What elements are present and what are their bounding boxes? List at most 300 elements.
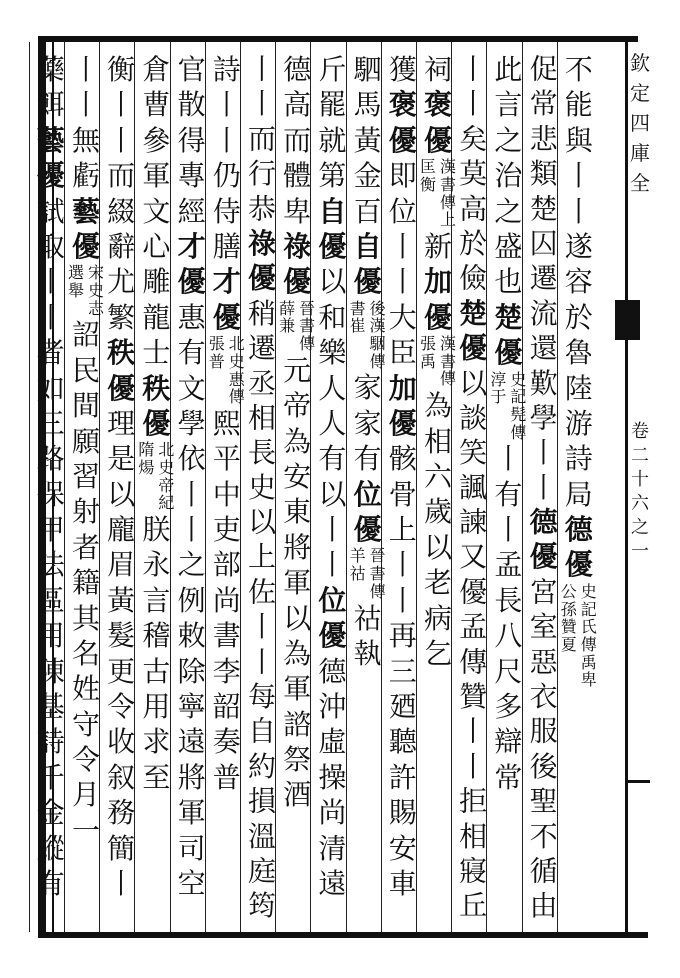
text-char: 人 xyxy=(318,406,347,440)
text-char: 甲 xyxy=(36,513,65,547)
text-char: 永 xyxy=(142,548,171,582)
annotation-column xyxy=(227,335,247,370)
headword-char: 優 xyxy=(283,265,312,299)
text-char: 部 xyxy=(212,548,241,582)
text-char: 丨 xyxy=(494,513,523,547)
text-char: 繁 xyxy=(107,300,136,334)
annotation-char: 淳 xyxy=(490,369,507,389)
text-char: 龍 xyxy=(142,300,171,334)
headword-char: 優 xyxy=(459,331,488,365)
text-char: 遂 xyxy=(564,229,593,263)
annotation-char: 史 xyxy=(228,351,245,371)
text-char: 與 xyxy=(564,123,593,157)
text-char: 如 xyxy=(36,371,65,405)
annotation-char: 紀 xyxy=(158,493,175,513)
text-char: 士 xyxy=(142,336,171,370)
annotation-column xyxy=(508,406,528,441)
text-char: 長 xyxy=(494,583,523,617)
annotation-char: 記 xyxy=(580,599,597,619)
annotation-char: 後 xyxy=(369,298,386,318)
annotation-pair xyxy=(207,335,247,370)
text-char: 丨 xyxy=(247,645,276,679)
text-char: 餌 xyxy=(36,88,65,122)
headword-char: 祿 xyxy=(283,229,312,263)
text-char: 金 xyxy=(353,159,382,193)
annotation-char: 帝 xyxy=(158,475,175,495)
text-char: 拒 xyxy=(459,785,488,818)
text-char: 優 xyxy=(459,575,488,609)
annotation-char: 志 xyxy=(87,298,104,318)
annotation-column xyxy=(368,583,388,601)
annotation-char: 張 xyxy=(419,334,436,354)
text-char: 丨 xyxy=(318,548,347,582)
annotation-char: 傳 xyxy=(369,581,386,601)
text-char: 朕 xyxy=(142,513,171,547)
text-char: 廼 xyxy=(388,690,417,724)
annotation-char: 漢 xyxy=(439,157,456,177)
text-char: 丨 xyxy=(388,265,417,299)
text-char: 辯 xyxy=(494,725,523,759)
text-char: 清 xyxy=(318,831,347,865)
annotation-column xyxy=(297,335,317,353)
headword-char: 秩 xyxy=(142,371,171,405)
text-char: 陸 xyxy=(564,371,593,405)
margin-title xyxy=(628,48,652,198)
text-char: 談 xyxy=(459,401,488,435)
text-char: 獲 xyxy=(388,53,417,86)
annotation-pair xyxy=(348,583,388,601)
text-char: 守 xyxy=(71,707,100,741)
text-column xyxy=(101,52,141,901)
text-column xyxy=(559,52,599,689)
text-char: 韶 xyxy=(212,690,241,723)
text-char: 陳 xyxy=(36,654,65,688)
annotation-char: 書 xyxy=(349,298,366,318)
text-char: 李 xyxy=(212,654,241,688)
headword-char: 優 xyxy=(353,265,382,299)
annotation-pair xyxy=(488,406,528,441)
text-char: 病 xyxy=(423,601,452,635)
headword-char: 位 xyxy=(318,583,347,617)
text-char: 聽 xyxy=(388,725,417,759)
text-char: 骸 xyxy=(388,442,417,476)
text-char: 祜 xyxy=(353,601,382,635)
text-char: 軍 xyxy=(283,566,312,600)
text-char: 丨 xyxy=(177,477,206,511)
text-char: 孟 xyxy=(494,548,523,582)
text-char: 歎 xyxy=(529,366,558,400)
text-char: 沖 xyxy=(318,690,347,724)
text-char: 髮 xyxy=(107,619,136,653)
text-char: 孟 xyxy=(459,610,488,644)
headword-char: 德 xyxy=(564,513,593,547)
text-char: 大 xyxy=(388,300,417,334)
headword-char: 位 xyxy=(353,477,382,511)
text-char: 骨 xyxy=(388,477,417,511)
text-char: 丨 xyxy=(494,442,523,476)
text-char: 而 xyxy=(247,122,276,156)
text-char: 言 xyxy=(494,88,523,122)
annotation-char: 晉 xyxy=(299,298,316,318)
annotation-char: 張 xyxy=(208,334,225,354)
text-char: 間 xyxy=(71,389,100,423)
text-char: 司 xyxy=(177,831,206,865)
text-char: 以 xyxy=(318,477,347,511)
text-char: 多 xyxy=(494,690,523,723)
text-char: 每 xyxy=(247,680,276,713)
text-column xyxy=(136,52,176,795)
annotation-column xyxy=(156,441,176,476)
headword-char: 優 xyxy=(212,300,241,334)
text-char: 以 xyxy=(107,477,136,511)
text-char: 得 xyxy=(177,123,206,157)
text-char: 能 xyxy=(564,88,593,122)
text-column xyxy=(207,52,247,795)
headword-char: 褒 xyxy=(388,88,417,122)
text-column xyxy=(66,52,106,848)
annotation-pair xyxy=(418,158,458,193)
text-char: 斤 xyxy=(318,53,347,86)
margin-volume-label xyxy=(628,420,652,564)
text-char: 相 xyxy=(247,401,276,435)
headword-char: 自 xyxy=(353,229,382,263)
headword-char: 藝 xyxy=(36,123,65,157)
annotation-column xyxy=(227,371,247,406)
text-char: 丨 xyxy=(388,229,417,263)
annotation-char: 書 xyxy=(439,351,456,371)
text-char: 詩 xyxy=(36,725,65,759)
annotation-pair xyxy=(418,370,458,388)
text-char: 卑 xyxy=(283,194,312,228)
annotation-char: 惠 xyxy=(228,369,245,389)
text-char: 書 xyxy=(212,619,241,653)
text-char: 區 xyxy=(36,583,65,617)
text-char: 賜 xyxy=(388,796,417,830)
text-char: 之 xyxy=(494,194,523,228)
text-char: 矣 xyxy=(459,122,488,156)
text-char: 上 xyxy=(388,513,417,547)
annotation-column xyxy=(438,194,458,229)
text-char: 基 xyxy=(36,690,65,724)
annotation-column xyxy=(86,264,106,299)
text-char: 月 xyxy=(71,778,100,812)
text-char: 東 xyxy=(283,495,312,529)
annotation-pair xyxy=(207,371,247,406)
margin-char: 之 xyxy=(631,517,649,538)
text-char: 帝 xyxy=(283,389,312,423)
text-char: 收 xyxy=(107,725,136,759)
text-char: 簡 xyxy=(107,831,136,865)
headword-char: 優 xyxy=(564,548,593,582)
text-char: 遷 xyxy=(247,331,276,365)
text-char: 將 xyxy=(177,760,206,794)
text-char: 詩 xyxy=(212,53,241,86)
text-char: 仍 xyxy=(212,159,241,193)
text-char: 相 xyxy=(459,819,488,853)
text-char: 稍 xyxy=(247,297,276,330)
text-char: 以 xyxy=(459,366,488,400)
text-char: 軍 xyxy=(142,159,171,193)
text-char: 虛 xyxy=(318,725,347,759)
text-char: 祭 xyxy=(283,743,312,777)
text-char: 丨 xyxy=(247,87,276,121)
headword-char: 優 xyxy=(36,159,65,193)
text-char: 馬 xyxy=(353,88,382,122)
text-char: 寧 xyxy=(177,690,206,724)
text-char: 取 xyxy=(36,229,65,263)
text-char: 盛 xyxy=(494,229,523,263)
text-char: 不 xyxy=(564,53,593,86)
text-char: 諫 xyxy=(459,506,488,539)
headword-char: 優 xyxy=(318,619,347,653)
text-char: 循 xyxy=(529,854,558,888)
text-char: 以 xyxy=(283,601,312,635)
text-char: 文 xyxy=(177,371,206,405)
text-char: 專 xyxy=(177,159,206,193)
headword-char: 優 xyxy=(177,265,206,299)
text-char: 此 xyxy=(494,53,523,86)
headword-char: 秩 xyxy=(107,336,136,370)
text-char: 令 xyxy=(107,690,136,724)
text-char: 不 xyxy=(529,819,558,853)
annotation-column xyxy=(86,300,106,318)
annotation-char: 祜 xyxy=(349,564,366,584)
annotation-char: 衡 xyxy=(419,174,436,194)
margin-char: 全 xyxy=(630,171,650,195)
headword-char: 優 xyxy=(529,541,558,574)
text-char: 敕 xyxy=(177,619,206,653)
text-char: 丨 xyxy=(36,300,65,334)
text-char: 高 xyxy=(459,192,488,225)
text-char: 官 xyxy=(177,53,206,86)
text-char: 詩 xyxy=(564,442,593,476)
text-column xyxy=(242,52,282,923)
text-char: 悲 xyxy=(529,122,558,156)
text-char: 聖 xyxy=(529,785,558,818)
text-char: 上 xyxy=(247,541,276,574)
annotation-column xyxy=(579,583,599,618)
text-char: 例 xyxy=(177,583,206,617)
text-char: 丨 xyxy=(107,88,136,122)
text-char: 於 xyxy=(564,300,593,334)
text-char: 衣 xyxy=(529,680,558,713)
margin-char: 二 xyxy=(631,445,649,466)
text-char: 尚 xyxy=(212,583,241,617)
text-char: 遠 xyxy=(177,725,206,759)
annotation-char: 傳 xyxy=(510,422,527,442)
text-char: 筠 xyxy=(247,889,276,923)
text-char: 操 xyxy=(318,760,347,794)
text-char: 丨 xyxy=(459,715,488,748)
text-char: 丘 xyxy=(459,889,488,923)
annotation-column xyxy=(156,477,176,512)
text-char: 而 xyxy=(283,123,312,157)
text-column xyxy=(172,52,212,901)
text-char: 用 xyxy=(142,690,171,723)
text-char: 丨 xyxy=(564,194,593,228)
text-char: 莫 xyxy=(459,157,488,191)
annotation-char: 兼 xyxy=(279,316,296,336)
headword-char: 優 xyxy=(388,123,417,157)
text-char: 有 xyxy=(318,442,347,476)
annotation-column xyxy=(508,371,528,406)
text-char: 願 xyxy=(71,424,100,458)
text-char: 諮 xyxy=(283,707,312,741)
text-char: 金 xyxy=(36,796,65,830)
column-rule xyxy=(29,42,30,932)
text-char: 一 xyxy=(71,813,100,847)
annotation-char: 氏 xyxy=(580,617,597,637)
text-char: 丨 xyxy=(459,87,488,121)
annotation-char: 史 xyxy=(158,457,175,477)
annotation-char: 史 xyxy=(87,281,104,301)
margin-char: 欽 xyxy=(630,51,650,75)
headword-char: 優 xyxy=(142,406,171,440)
text-char: 求 xyxy=(142,725,171,759)
text-char: 也 xyxy=(494,265,523,299)
text-char: 六 xyxy=(423,459,452,493)
text-char: 諷 xyxy=(459,471,488,504)
annotation-pair xyxy=(559,583,599,618)
text-char: 膳 xyxy=(212,229,241,263)
annotation-char: 夏 xyxy=(560,634,577,654)
text-char: 游 xyxy=(564,406,593,440)
annotation-char: 選 xyxy=(67,263,84,283)
headword-char: 祿 xyxy=(247,227,276,260)
text-char: 用 xyxy=(36,619,65,653)
annotation-column xyxy=(438,335,458,370)
text-char: 佐 xyxy=(247,575,276,609)
annotation-column xyxy=(438,370,458,388)
text-char: 中 xyxy=(212,477,241,511)
text-char: 寢 xyxy=(459,854,488,888)
text-char: 臣 xyxy=(388,336,417,370)
text-char: 無 xyxy=(71,123,100,157)
annotation-column xyxy=(297,300,317,335)
text-char: 和 xyxy=(318,300,347,334)
annotation-char: 傳 xyxy=(580,634,597,654)
margin-char: 一 xyxy=(631,541,649,562)
text-char: 遠 xyxy=(318,866,347,900)
text-char: 空 xyxy=(177,866,206,900)
text-char: 尤 xyxy=(107,265,136,299)
text-char: 者 xyxy=(36,336,65,370)
text-char: 令 xyxy=(71,743,100,777)
text-char: 為 xyxy=(283,636,312,670)
annotation-char: 漢 xyxy=(369,316,386,336)
text-char: 尚 xyxy=(318,796,347,830)
annotation-char: 史 xyxy=(580,581,597,601)
text-char: 溫 xyxy=(247,819,276,853)
text-char: 駟 xyxy=(353,53,382,86)
text-char: 丨 xyxy=(177,513,206,547)
frame-bottom-border xyxy=(38,932,648,938)
annotation-char: 禹 xyxy=(580,652,597,672)
text-char: 相 xyxy=(423,424,452,458)
text-char: 普 xyxy=(212,760,241,794)
annotation-char: 書 xyxy=(299,316,316,336)
annotation-char: 駰 xyxy=(369,334,386,354)
text-char: 丨 xyxy=(529,471,558,504)
annotation-char: 史 xyxy=(510,369,527,389)
text-char: 遷 xyxy=(529,262,558,295)
text-char: 傳 xyxy=(459,645,488,679)
text-char: 眉 xyxy=(107,548,136,582)
headword-char: 德 xyxy=(529,506,558,539)
text-char: 罷 xyxy=(318,88,347,122)
text-char: 丨 xyxy=(459,750,488,783)
text-char: 雕 xyxy=(142,265,171,299)
text-char: 安 xyxy=(388,831,417,865)
text-char: 丨 xyxy=(71,88,100,122)
text-column xyxy=(348,52,388,671)
fish-tail-mark xyxy=(615,300,640,340)
text-char: 三 xyxy=(388,654,417,688)
text-char: 以 xyxy=(247,506,276,539)
text-char: 治 xyxy=(494,159,523,193)
annotation-char: 書 xyxy=(369,564,386,584)
text-char: 室 xyxy=(529,610,558,644)
text-char: 丨 xyxy=(107,866,136,900)
text-char: 乞 xyxy=(423,636,452,670)
headword-char: 藝 xyxy=(71,194,100,228)
text-char: 衡 xyxy=(107,53,136,86)
text-char: 元 xyxy=(283,353,312,387)
annotation-char: 隋 xyxy=(138,440,155,460)
text-char: 行 xyxy=(247,157,276,191)
annotation-char: 傳 xyxy=(369,351,386,371)
text-char: 體 xyxy=(283,159,312,193)
text-char: 黃 xyxy=(353,123,382,157)
text-char: 為 xyxy=(283,424,312,458)
annotation-char: 贊 xyxy=(560,617,577,637)
text-char: 儉 xyxy=(459,262,488,295)
annotation-char: 漢 xyxy=(439,334,456,354)
text-char: 叙 xyxy=(107,760,136,794)
text-char: 容 xyxy=(564,265,593,299)
annotation-pair xyxy=(136,477,176,512)
annotation-char: 記 xyxy=(510,387,527,407)
text-char: 丨 xyxy=(529,436,558,469)
annotation-column xyxy=(579,618,599,653)
annotation-char: 傳 xyxy=(439,192,456,212)
text-char: 軍 xyxy=(283,672,312,706)
text-char: 即 xyxy=(388,159,417,193)
annotation-pair xyxy=(66,264,106,299)
margin-char: 十 xyxy=(631,469,649,490)
text-char: 丞 xyxy=(247,366,276,400)
text-char: 而 xyxy=(107,159,136,193)
text-char: 法 xyxy=(36,548,65,582)
text-char: 熙 xyxy=(212,406,241,440)
text-char: 囚 xyxy=(529,227,558,260)
headword-char: 才 xyxy=(212,265,241,299)
annotation-char: 北 xyxy=(158,440,175,460)
text-char: 丨 xyxy=(247,52,276,86)
text-char: 宮 xyxy=(529,575,558,609)
text-char: 虧 xyxy=(71,159,100,193)
headword-char: 優 xyxy=(71,229,100,263)
text-char: 丨 xyxy=(388,548,417,582)
headword-char: 優 xyxy=(423,123,452,157)
text-column xyxy=(453,52,493,923)
annotation-char: 羊 xyxy=(349,546,366,566)
text-char: 之 xyxy=(494,123,523,157)
text-char: 位 xyxy=(388,194,417,228)
text-column xyxy=(418,52,458,671)
text-char: 高 xyxy=(283,88,312,122)
annotation-char: 北 xyxy=(228,334,245,354)
